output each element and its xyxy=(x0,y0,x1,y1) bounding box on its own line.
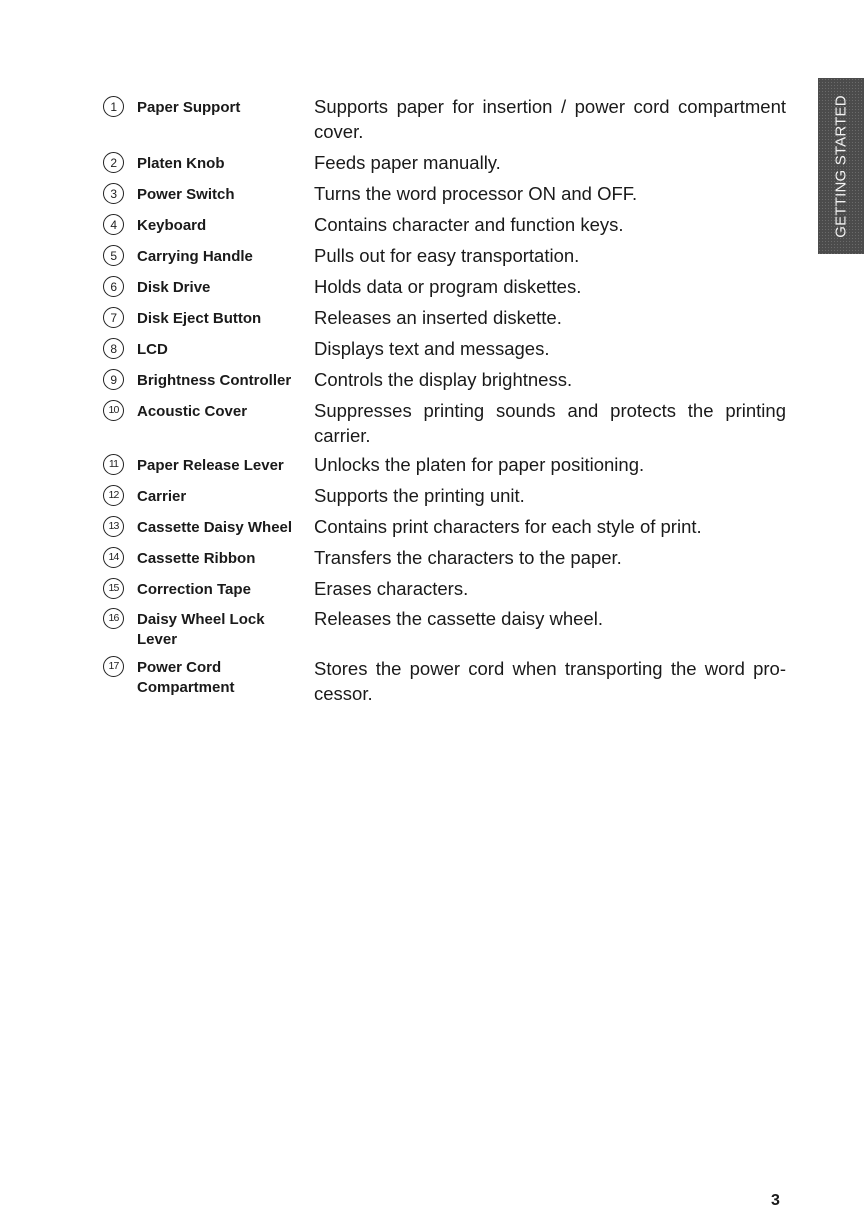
list-item xyxy=(0,336,818,367)
part-description: Supports paper for insertion / power cord compartment cover. xyxy=(314,96,786,142)
item-number-badge: 8 xyxy=(103,338,124,359)
list-item xyxy=(0,212,818,243)
item-number-badge: 12 xyxy=(103,485,124,506)
item-number-badge: 3 xyxy=(103,183,124,204)
part-description: Unlocks the platen for paper positioning. xyxy=(314,454,645,475)
part-name: Cassette Ribbon xyxy=(137,550,256,567)
item-number-badge: 15 xyxy=(103,578,124,599)
part-name: Disk Eject Button xyxy=(137,310,262,327)
part-name: Carrying Handle xyxy=(137,248,253,265)
list-item xyxy=(0,514,818,545)
list-item xyxy=(0,305,818,336)
item-number-badge: 17 xyxy=(103,656,124,677)
list-item xyxy=(0,243,818,274)
item-number-badge: 4 xyxy=(103,214,124,235)
part-description: Contains character and function keys. xyxy=(314,214,624,235)
list-item xyxy=(0,398,818,452)
part-name: Brightness Controller xyxy=(137,372,292,389)
list-item xyxy=(0,576,818,606)
list-item xyxy=(0,452,818,483)
part-name: Paper Support xyxy=(137,99,241,116)
part-description: Contains print characters for each style of print. xyxy=(314,516,702,537)
list-item xyxy=(0,181,818,212)
item-number-badge: 1 xyxy=(103,96,124,117)
list-item xyxy=(0,545,818,576)
part-name: Acoustic Cover xyxy=(137,403,248,420)
part-name: Disk Drive xyxy=(137,279,211,296)
part-name: Keyboard xyxy=(137,217,207,234)
list-item xyxy=(0,274,818,305)
item-number-badge: 14 xyxy=(103,547,124,568)
list-item xyxy=(0,606,818,654)
part-name: LCD xyxy=(137,341,168,358)
part-name: Cassette Daisy Wheel xyxy=(137,519,293,536)
part-name: Correction Tape xyxy=(137,581,251,598)
list-item xyxy=(0,654,818,710)
item-number-badge: 13 xyxy=(103,516,124,537)
section-tab-label: GETTING STARTED xyxy=(832,94,850,238)
parts-list xyxy=(0,94,818,710)
part-description: Displays text and messages. xyxy=(314,338,550,359)
item-number-badge: 9 xyxy=(103,369,124,390)
item-number-badge: 2 xyxy=(103,152,124,173)
item-number-badge: 6 xyxy=(103,276,124,297)
part-name: Power Switch xyxy=(137,186,235,203)
part-name: Power Cord Compartment xyxy=(137,659,235,696)
part-description: Stores the power cord when transporting the word pro-cessor. xyxy=(314,658,786,704)
item-number-badge: 11 xyxy=(103,454,124,475)
page-number: 3 xyxy=(771,1192,780,1209)
part-name: Paper Release Lever xyxy=(137,457,284,474)
item-number-badge: 16 xyxy=(103,608,124,629)
item-number-badge: 7 xyxy=(103,307,124,328)
part-description: Suppresses printing sounds and protects the printing carrier. xyxy=(314,400,786,446)
part-description: Releases an inserted diskette. xyxy=(314,307,562,328)
item-number-badge: 10 xyxy=(103,400,124,421)
list-item xyxy=(0,94,818,150)
part-name: Platen Knob xyxy=(137,155,225,172)
part-description: Feeds paper manually. xyxy=(314,152,501,173)
list-item xyxy=(0,150,818,181)
part-description: Erases characters. xyxy=(314,578,469,599)
part-name: Daisy Wheel Lock Lever xyxy=(137,611,265,648)
section-tab xyxy=(818,78,864,254)
part-description: Turns the word processor ON and OFF. xyxy=(314,183,638,204)
part-name: Carrier xyxy=(137,488,187,505)
part-description: Releases the cassette daisy wheel. xyxy=(314,608,603,629)
list-item xyxy=(0,483,818,514)
list-item xyxy=(0,367,818,398)
part-description: Holds data or program diskettes. xyxy=(314,276,582,297)
part-description: Transfers the characters to the paper. xyxy=(314,547,622,568)
part-description: Pulls out for easy transportation. xyxy=(314,245,580,266)
item-number-badge: 5 xyxy=(103,245,124,266)
part-description: Supports the printing unit. xyxy=(314,485,525,506)
part-description: Controls the display brightness. xyxy=(314,369,573,390)
